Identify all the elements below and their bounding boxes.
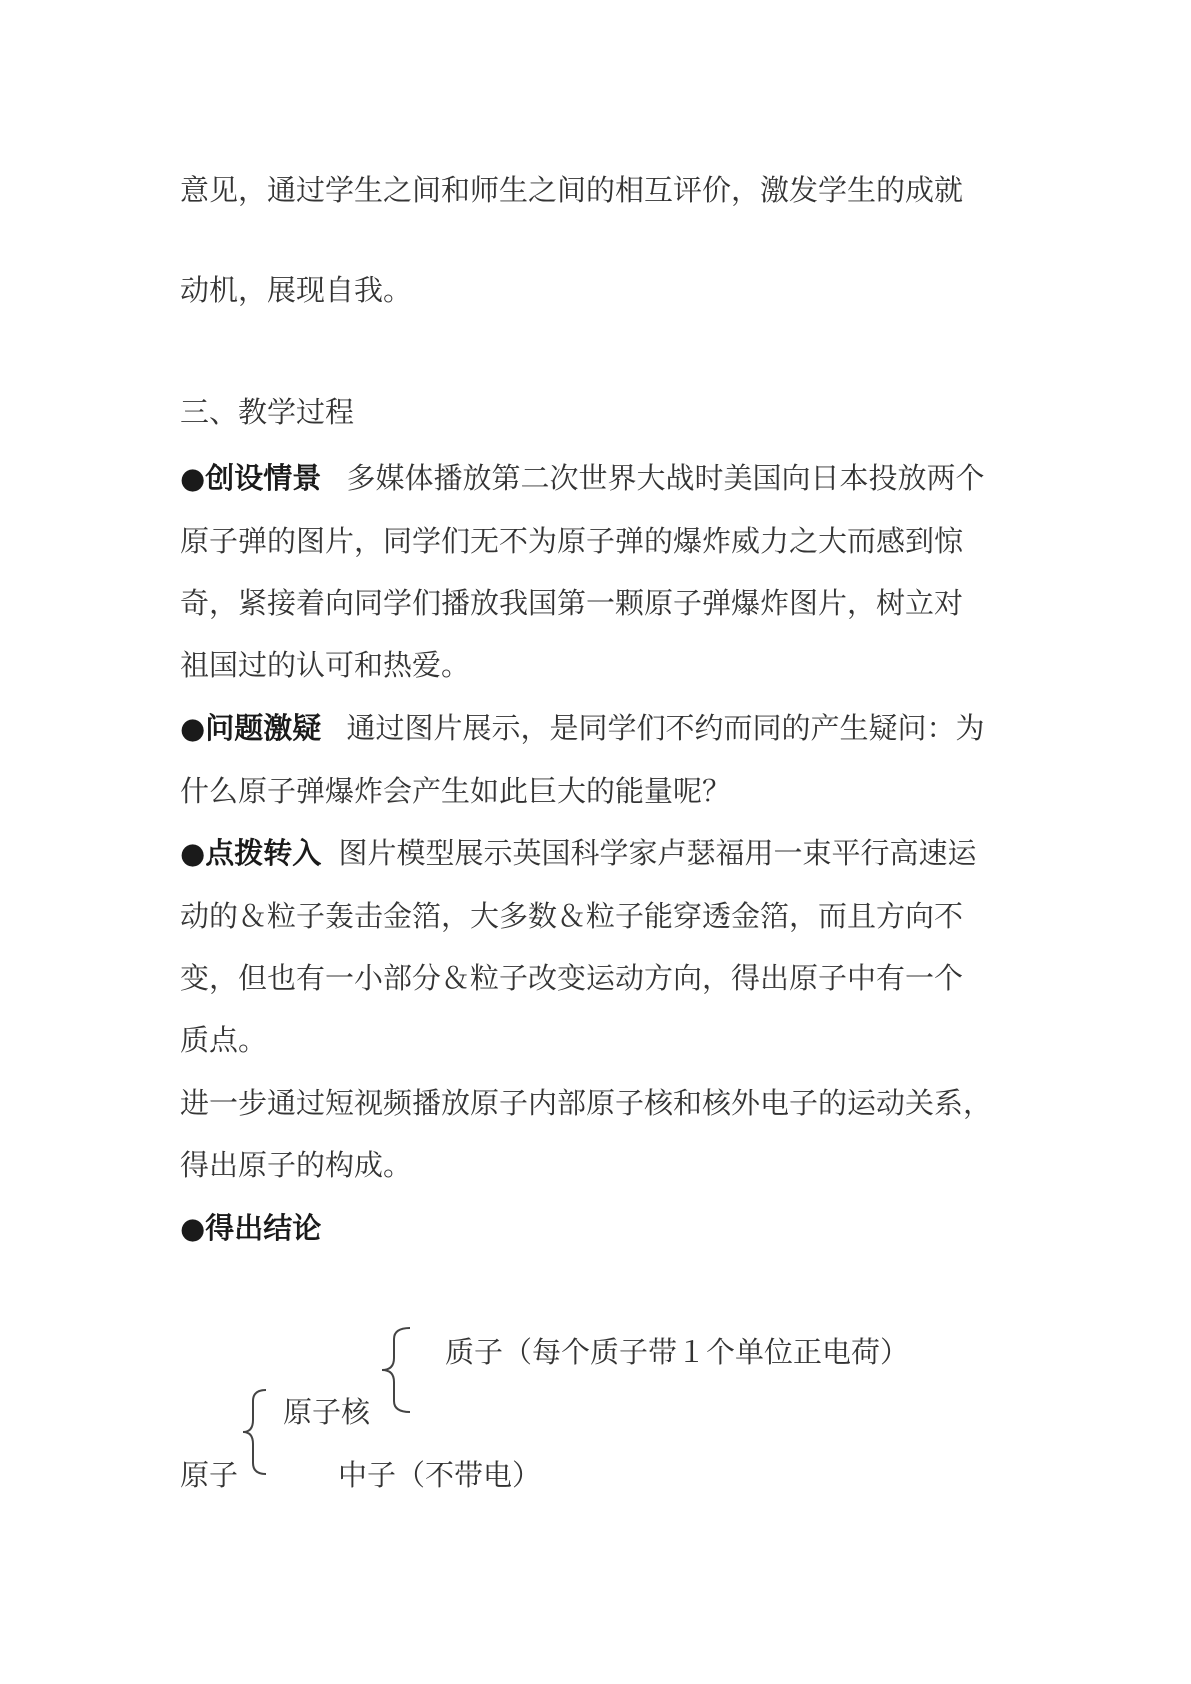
atom-brace-icon (240, 1387, 270, 1477)
section-text: 图片模型展示英国科学家卢瑟福用一束平行高速运 (338, 836, 977, 870)
paragraph-line: 祖国过的认可和热爱。 (180, 648, 471, 682)
section-text: 多媒体播放第二次世界大战时美国向日本投放两个 (346, 461, 985, 495)
paragraph-line: 动机，展现自我。 (180, 273, 413, 307)
paragraph-line: 奇，紧接着向同学们播放我国第一颗原子弹爆炸图片，树立对 (180, 586, 964, 620)
section-label: ●创设情景 (180, 461, 322, 495)
section-line (180, 833, 977, 873)
paragraph-line: 意见，通过学生之间和师生之间的相互评价，激发学生的成就 (180, 173, 964, 207)
paragraph-line: 得出原子的构成。 (180, 1148, 413, 1182)
neutron-label: 中子（不带电） (338, 1458, 542, 1492)
atom-label: 原子 (180, 1458, 239, 1492)
paragraph-line: 进一步通过短视频播放原子内部原子核和核外电子的运动关系， (180, 1086, 993, 1120)
section-line (180, 708, 985, 748)
paragraph-line: 动的＆粒子轰击金箔，大多数＆粒子能穿透金箔，而且方向不 (180, 899, 964, 933)
paragraph-line: 变，但也有一小部分＆粒子改变运动方向，得出原子中有一个 (180, 961, 964, 995)
paragraph-line: 原子弹的图片，同学们无不为原子弹的爆炸威力之大而感到惊 (180, 524, 964, 558)
nucleus-brace-icon (378, 1325, 414, 1415)
proton-label: 质子（每个质子带１个单位正电荷） (445, 1335, 910, 1369)
paragraph-line: 质点。 (180, 1023, 268, 1057)
nucleus-label: 原子核 (283, 1395, 371, 1429)
section-line (180, 1208, 321, 1248)
section-text: 通过图片展示，是同学们不约而同的产生疑问：为 (346, 711, 985, 745)
section-heading: 三、教学过程 (180, 395, 355, 429)
section-label: ●点拨转入 (180, 836, 322, 870)
section-line (180, 458, 985, 498)
section-label: ●问题激疑 (180, 711, 322, 745)
section-label: ●得出结论 (180, 1211, 322, 1245)
paragraph-line: 什么原子弹爆炸会产生如此巨大的能量呢？ (180, 774, 732, 808)
